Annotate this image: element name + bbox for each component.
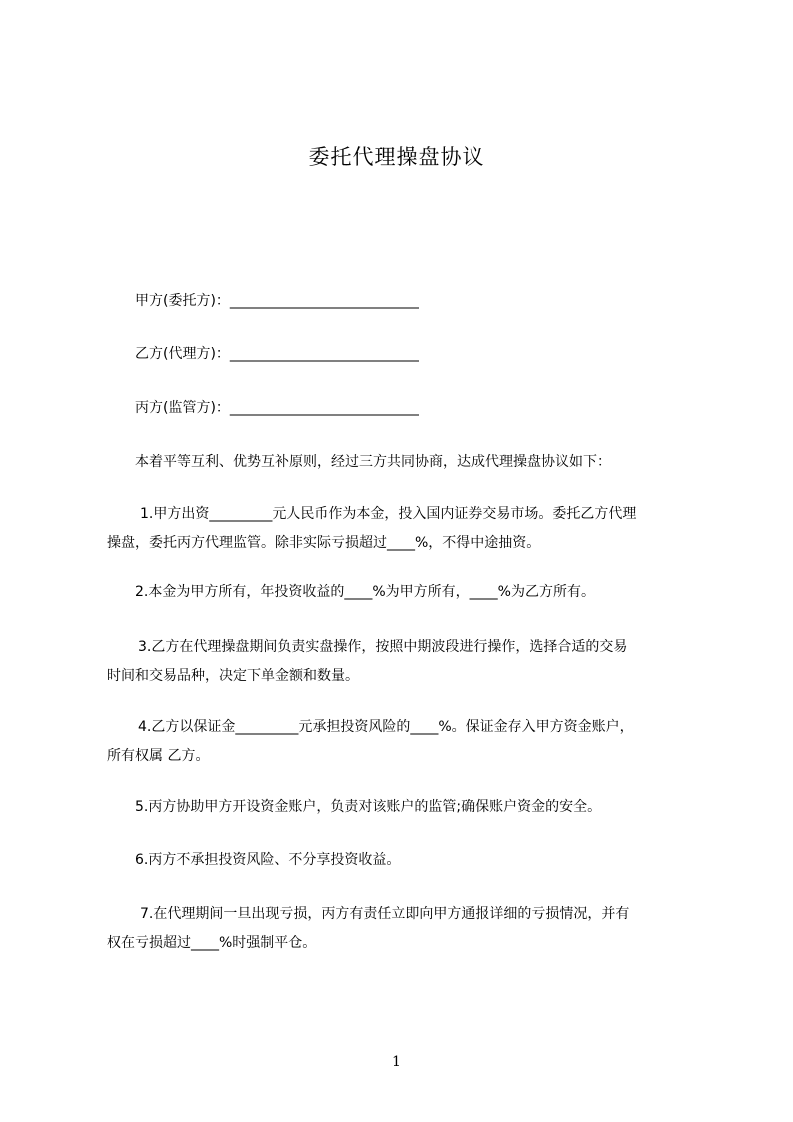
clause-3 xyxy=(107,633,707,691)
clause-1-line-2: 操盘，委托丙方代理监管。除非实际亏损超过____%，不得中途抽资。 xyxy=(107,535,541,551)
party-a-line: 甲方(委托方)：___________________________ xyxy=(135,293,419,309)
clause-2-line-1: 2.本金为甲方所有，年投资收益的____%为甲方所有，____%为乙方所有。 xyxy=(135,584,595,600)
clause-7-line-2: 权在亏损超过____%时强制平仓。 xyxy=(107,935,317,951)
intro-paragraph: 本着平等互利、优势互补原则，经过三方共同协商，达成代理操盘协议如下： xyxy=(135,454,611,470)
clause-5 xyxy=(107,793,707,822)
clause-1-line-1: 1.甲方出资_________元人民币作为本金，投入国内证券交易市场。委托乙方代理 xyxy=(140,506,637,522)
clause-1 xyxy=(107,500,707,558)
party-c-line: 丙方(监管方)：___________________________ xyxy=(135,400,419,416)
page-number: 1 xyxy=(392,1054,401,1070)
clause-7 xyxy=(107,900,707,958)
document-title: 委托代理操盘协议 xyxy=(308,145,485,169)
clause-4 xyxy=(107,713,707,771)
clause-6-line-1: 6.丙方不承担投资风险、不分享投资收益。 xyxy=(135,852,401,868)
party-b-line: 乙方(代理方)：___________________________ xyxy=(135,346,419,362)
clause-4-line-2: 所有权属 乙方。 xyxy=(107,748,210,764)
clause-3-line-2: 时间和交易品种，决定下单金额和数量。 xyxy=(107,668,359,684)
clause-5-line-1: 5.丙方协助甲方开设资金账户，负责对该账户的监管;确保账户资金的安全。 xyxy=(135,799,602,815)
clause-3-line-1: 3.乙方在代理操盘期间负责实盘操作，按照中期波段进行操作，选择合适的交易 xyxy=(138,639,628,655)
clause-7-line-1: 7.在代理期间一旦出现亏损，丙方有责任立即向甲方通报详细的亏损情况，并有 xyxy=(140,906,630,922)
clause-6 xyxy=(107,846,707,875)
clause-4-line-1: 4.乙方以保证金_________元承担投资风险的____%。保证金存入甲方资金账户， xyxy=(138,719,634,735)
clause-2 xyxy=(107,578,707,607)
